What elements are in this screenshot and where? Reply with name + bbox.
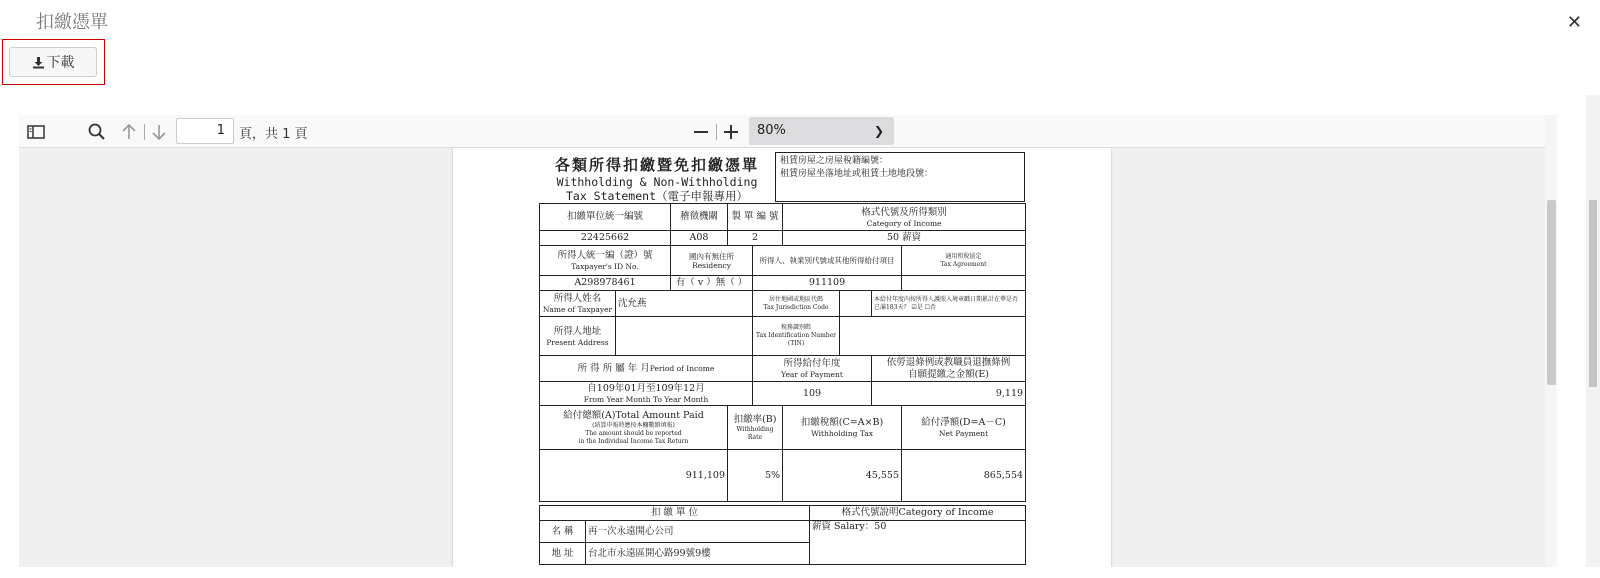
residency-value: 有（ v ）無（ ） <box>671 276 753 291</box>
format-header: 格式代號及所得類別 <box>861 206 947 218</box>
taxpayer-id-value: A298978461 <box>540 276 671 291</box>
residency-header-en: Residency <box>692 260 731 270</box>
total-paid-note-1: (結算申報時應按本欄數額填報) <box>592 421 675 429</box>
unit-name-label: 名 稱 <box>540 521 586 543</box>
next-page-icon[interactable] <box>149 122 169 142</box>
tin-header-en: Tax Identification Number <box>755 332 837 339</box>
unit-id-value: 22425662 <box>540 231 671 246</box>
withholding-unit-header: 扣 繳 單 位 <box>540 506 810 521</box>
name-header: 所得人姓名 <box>553 293 602 304</box>
jurisdiction-header-en: Tax Jurisdiction Code <box>763 303 829 311</box>
document-area[interactable] <box>19 148 1545 567</box>
jurisdiction-header: 居住地國或地區代碼 <box>769 295 824 303</box>
serial-value: 2 <box>728 231 783 246</box>
tin-abbr: (TIN) <box>787 340 805 347</box>
rate-value: 5% <box>728 450 783 502</box>
modal-scrollbar[interactable] <box>1586 95 1600 567</box>
authority-value: A08 <box>671 231 728 246</box>
format-value: 50 薪資 <box>783 231 1026 246</box>
download-icon <box>32 56 45 69</box>
tin-header: 稅務識別碼 <box>781 324 812 331</box>
pdf-toolbar <box>19 115 1557 148</box>
total-paid-note-2: The amount should be reported <box>585 429 682 437</box>
tax-agreement-header: 適用租稅協定 <box>945 252 982 260</box>
house-info-box <box>775 152 1025 202</box>
form-title-cn: 各類所得扣繳暨免扣繳憑單 <box>554 156 759 174</box>
close-icon[interactable]: ✕ <box>1566 12 1582 33</box>
period-value-en: From Year Month To Year Month <box>583 395 709 404</box>
stay-183-days-text: 本給付年度內按所得人護照入境章戳日期累計在華是否已滿183天？ ☑是 ☐否 <box>872 291 1026 317</box>
zoom-in-icon[interactable] <box>721 122 741 142</box>
previous-page-icon[interactable] <box>119 122 139 142</box>
taxpayer-id-header-en: Taxpayer's ID No. <box>571 262 639 271</box>
form-title-en-1: Withholding & Non-Withholding <box>556 175 758 189</box>
pdf-page <box>453 148 1111 567</box>
net-payment-header-en: Net Payment <box>938 429 989 438</box>
pay-year-value: 109 <box>753 382 872 406</box>
rate-header: 扣繳率(B) <box>733 413 777 425</box>
pension-header: 依勞退條例或教職員退撫條例 <box>886 356 1011 368</box>
chevron-down-icon: ❯ <box>873 124 884 138</box>
modal-title: 扣繳憑單 <box>36 12 108 33</box>
house-tax-no-label: 租賃房屋之房屋稅籍編號： <box>780 156 889 166</box>
sidebar-toggle-icon[interactable] <box>26 122 46 142</box>
tax-agreement-header-en: Tax Agreement <box>940 260 987 268</box>
pay-year-header-en: Year of Payment <box>781 370 843 379</box>
unit-name-value: 再一次永遠開心公司 <box>586 521 810 543</box>
authority-header: 稽徵機關 <box>671 204 728 231</box>
period-header-en: Period of Income <box>649 363 715 373</box>
period-value: 自109年01月至109年12月 <box>587 383 705 394</box>
house-address-label: 租賃房屋坐落地址或租賃土地地段號： <box>780 169 934 179</box>
net-payment-header: 給付淨額(D=A－C) <box>921 417 1006 428</box>
zoom-out-icon[interactable] <box>691 122 711 142</box>
zoom-value: 80% <box>757 123 786 138</box>
unit-address-value: 台北市永遠區開心路99號9樓 <box>586 543 810 565</box>
address-header: 所得人地址 <box>553 325 602 337</box>
category-header-en: Category of Income <box>866 218 942 228</box>
form-title-en-2: Tax Statement（電子申報專用） <box>565 189 748 203</box>
pension-header-2: 自願提繳之金額(E) <box>908 368 989 380</box>
pension-value: 9,119 <box>872 382 1026 406</box>
tax-statement-form <box>539 152 1025 565</box>
withholding-tax-header: 扣繳稅額(C=A×B) <box>800 417 884 428</box>
unit-id-header: 扣繳單位統一編號 <box>540 204 671 231</box>
page-number-input[interactable]: 1 <box>176 118 234 144</box>
unit-address-label: 地 址 <box>540 543 586 565</box>
search-icon[interactable] <box>87 122 107 142</box>
withholding-unit-table <box>539 505 1026 565</box>
taxpayer-name-value: 沈允燕 <box>616 291 753 317</box>
serial-header: 製 單 編 號 <box>728 204 783 231</box>
payer-code-value: 911109 <box>753 276 902 291</box>
total-paid-header: 給付總額(A)Total Amount Paid <box>563 409 704 421</box>
category-desc-value: 薪資 Salary：50 <box>810 521 1026 565</box>
name-header-en: Name of Taxpayer <box>542 305 613 314</box>
pay-year-header: 所得給付年度 <box>783 358 841 369</box>
rate-header-en: Withholding Rate <box>736 425 774 441</box>
category-desc-header: 格式代號說明Category of Income <box>810 506 1026 521</box>
withholding-tax-header-en: Withholding Tax <box>811 429 873 438</box>
residency-header: 國內有無住所 <box>689 251 735 261</box>
pdf-viewer <box>19 115 1557 567</box>
taxpayer-id-header: 所得人統一編（證）號 <box>557 250 653 261</box>
address-header-en: Present Address <box>546 337 609 347</box>
income-table <box>539 203 1026 502</box>
total-paid-note-3: in the Individual Income Tax Return <box>578 437 689 445</box>
page-count-label: 頁，共 1 頁 <box>239 127 308 142</box>
period-header: 所 得 所 屬 年 月 <box>577 362 650 374</box>
total-paid-value: 911,109 <box>540 450 728 502</box>
download-button[interactable] <box>9 47 97 77</box>
payer-code-header: 所得人、執業別代號或其他所得給付項目 <box>753 246 902 276</box>
viewer-scrollbar[interactable] <box>1545 115 1557 567</box>
net-payment-value: 865,554 <box>902 450 1026 502</box>
download-label: 下載 <box>46 55 75 71</box>
withholding-tax-value: 45,555 <box>783 450 902 502</box>
download-button-highlight <box>2 39 105 85</box>
zoom-select[interactable] <box>749 117 894 145</box>
